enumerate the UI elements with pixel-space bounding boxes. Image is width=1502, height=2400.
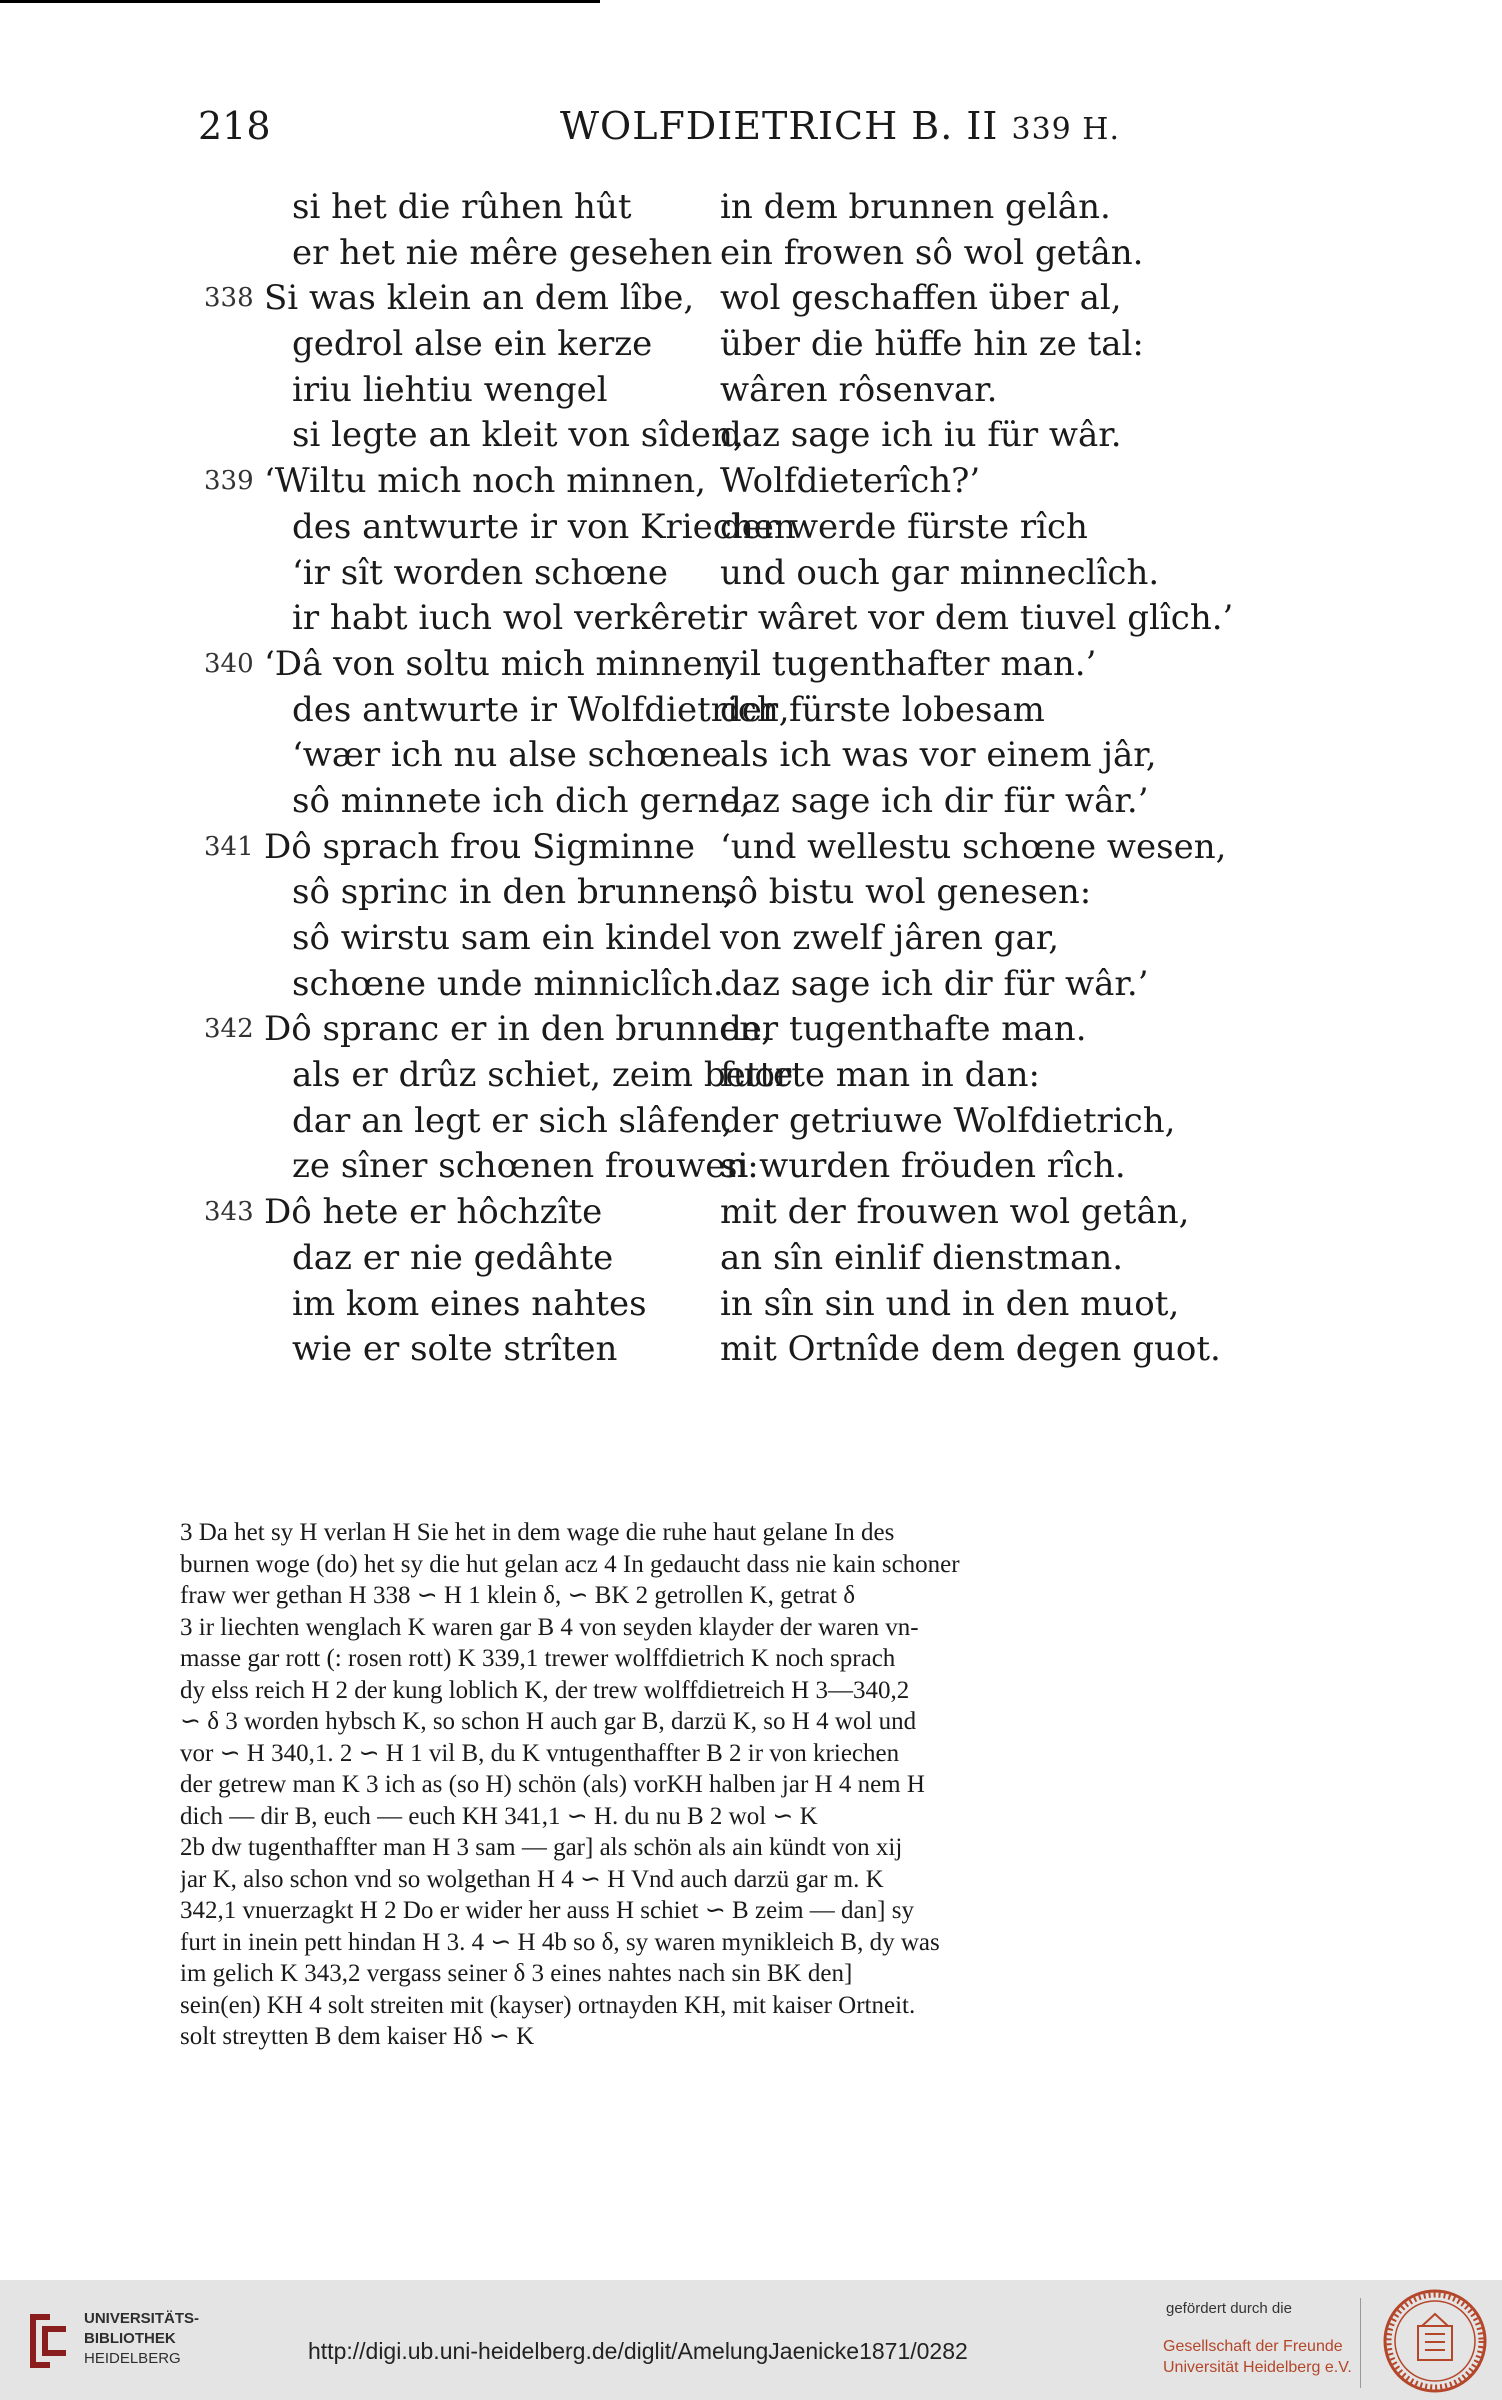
verse-first-half: schœne unde minniclîch. [292, 963, 724, 1004]
verse-first-half: sô wirstu sam ein kindel [292, 918, 712, 958]
verse-second-half: an sîn einlif dienstman. [720, 1237, 1124, 1278]
sponsor-name [1163, 2336, 1352, 2378]
apparatus-line: 3 Da het sy H verlan H Sie het in dem wage die ruhe haut gelane In des [180, 1519, 895, 1546]
stanza-reference: 339 H. [1011, 112, 1120, 147]
stanza-number: 340 [204, 648, 254, 679]
page-number: 218 [198, 104, 271, 148]
verse-line [0, 1144, 1502, 1190]
apparatus-line: dich — dir B, euch — euch KH 341,1 ∽ H. du nu B 2 wol ∽ K [180, 1802, 818, 1830]
apparatus-line: sein(en) KH 4 solt streiten mit (kayser) ortnayden KH, mit kaiser Ortneit. [180, 1991, 916, 2019]
verse-first-half: ‘Wiltu mich noch minnen, [264, 461, 706, 502]
sponsor-line: Gesellschaft der Freunde [1163, 2338, 1343, 2355]
verse-second-half: Wolfdieterîch?’ [720, 461, 981, 502]
verse-second-half: der werde fürste rîch [720, 506, 1088, 547]
verse-first-half: si legte an kleit von sîden, [292, 415, 744, 456]
verse-line [0, 1007, 1502, 1053]
verse-second-half: wol geschaffen über al, [720, 278, 1122, 319]
verse-first-half: iriu liehtiu wengel [292, 369, 608, 410]
verse-line [0, 1099, 1502, 1145]
library-line: BIBLIOTHEK [84, 2330, 176, 2347]
top-rule [0, 0, 600, 3]
verse-second-half: von zwelf jâren gar, [720, 918, 1060, 958]
verse-line [0, 368, 1502, 414]
verse-line [0, 596, 1502, 642]
verse-second-half: daz sage ich iu für wâr. [720, 415, 1122, 456]
verse-first-half: des antwurte ir Wolfdietrich, [292, 689, 790, 730]
verse-second-half: der tugenthafte man. [720, 1009, 1087, 1050]
verse-line [0, 1282, 1502, 1328]
footer-bar [0, 2280, 1502, 2400]
apparatus-line: burnen woge (do) het sy die hut gelan acz 4 In gedaucht dass nie kain schoner [180, 1550, 960, 1578]
footer-divider [1360, 2298, 1361, 2388]
verse-first-half: des antwurte ir von Kriechen [292, 506, 796, 547]
verse-second-half: in dem brunnen gelân. [720, 187, 1111, 227]
critical-apparatus [180, 1517, 1320, 2053]
verse-line [0, 276, 1502, 322]
apparatus-line: vor ∽ H 340,1. 2 ∽ H 1 vil B, du K vntugenthaffter B 2 ir von kriechen [180, 1739, 900, 1767]
verse-first-half: dar an legt er sich slâfen, [292, 1100, 733, 1141]
verse-first-half: Dô sprach frou Sigminne [264, 826, 695, 867]
verse-line [0, 642, 1502, 688]
library-line: UNIVERSITÄTS- [84, 2310, 200, 2327]
verse-second-half: als ich was vor einem jâr, [720, 735, 1157, 776]
verse-line [0, 459, 1502, 505]
verse-first-half: Dô spranc er in den brunnen, [264, 1009, 772, 1050]
verse-line [0, 1236, 1502, 1282]
apparatus-line: fraw wer gethan H 338 ∽ H 1 klein δ, ∽ BK 2 getrollen K, getrat δ [180, 1582, 856, 1609]
apparatus-line: masse gar rott (: rosen rott) K 339,1 trewer wolffdietrich K noch sprach [180, 1645, 896, 1672]
verse-first-half: ‘Dâ von soltu mich minnen, [264, 643, 736, 684]
verse-first-half: Si was klein an dem lîbe, [264, 278, 695, 319]
verse-line [0, 962, 1502, 1008]
verse-first-half: gedrol alse ein kerze [292, 324, 653, 365]
verse-second-half: daz sage ich dir für wâr.’ [720, 963, 1149, 1004]
sponsor-label: gefördert durch die [1166, 2300, 1292, 2317]
ub-heidelberg-logo-icon [26, 2310, 70, 2372]
verse-line [0, 551, 1502, 597]
page-header [0, 104, 1502, 148]
verse-second-half: daz sage ich dir für wâr.’ [720, 780, 1149, 821]
verse-first-half: ‘wær ich nu alse schœne [292, 735, 722, 776]
verse-first-half: ze sîner schœnen frouwen: [292, 1146, 759, 1187]
verse-first-half: Dô hete er hôchzîte [264, 1192, 603, 1233]
verse-line [0, 1190, 1502, 1236]
verse-second-half: vil tugenthafter man.’ [720, 643, 1097, 684]
verse-second-half: über die hüffe hin ze tal: [720, 324, 1144, 365]
verse-first-half: ir habt iuch wol verkêret: [292, 598, 732, 639]
verse-line [0, 779, 1502, 825]
apparatus-line: der getrew man K 3 ich as (so H) schön (als) vorKH halben jar H 4 nem H [180, 1771, 925, 1798]
verse-first-half: sô minnete ich dich gerne, [292, 780, 751, 821]
verse-line [0, 231, 1502, 277]
verse-line [0, 825, 1502, 871]
verse-first-half: als er drûz schiet, zeim bette [292, 1055, 794, 1096]
verse-line [0, 688, 1502, 734]
apparatus-line: 3 ir liechten wenglach K waren gar B 4 von seyden klayder der waren vn- [180, 1613, 919, 1641]
verse-line [0, 505, 1502, 551]
verse-second-half: ir wâret vor dem tiuvel glîch.’ [720, 598, 1234, 639]
verse-second-half: mit Ortnîde dem degen guot. [720, 1329, 1221, 1370]
apparatus-line: im gelich K 343,2 vergass seiner δ 3 eines nahtes nach sin BK den] [180, 1960, 853, 1987]
verse-line [0, 413, 1502, 459]
stanza-number: 339 [204, 466, 254, 497]
verse-line [0, 185, 1502, 231]
permalink[interactable]: http://digi.ub.uni-heidelberg.de/diglit/AmelungJaenicke1871/0282 [308, 2338, 968, 2364]
apparatus-line: ∽ δ 3 worden hybsch K, so schon H auch gar B, darzü K, so H 4 wol und [180, 1708, 917, 1735]
verse-first-half: er het nie mêre gesehen [292, 232, 713, 273]
apparatus-line: furt in inein pett hindan H 3. 4 ∽ H 4b so δ, sy waren mynikleich B, dy was [180, 1928, 940, 1956]
verse-text [0, 185, 1502, 1373]
verse-first-half: im kom eines nahtes [292, 1283, 647, 1324]
apparatus-line: solt streytten B dem kaiser Hδ ∽ K [180, 2023, 535, 2050]
verse-line [0, 733, 1502, 779]
verse-second-half: der getriuwe Wolfdietrich, [720, 1100, 1176, 1141]
verse-second-half: der fürste lobesam [720, 689, 1045, 730]
verse-line [0, 1053, 1502, 1099]
verse-second-half: ein frowen sô wol getân. [720, 232, 1144, 273]
verse-first-half: ‘ir sît worden schœne [292, 552, 668, 593]
stanza-number: 341 [204, 831, 254, 862]
running-head [560, 104, 1120, 148]
sponsor-line: Universität Heidelberg e.V. [1163, 2359, 1352, 2376]
apparatus-line: jar K, also schon vnd so wolgethan H 4 ∽ H Vnd auch darzü gar m. K [180, 1865, 884, 1893]
verse-first-half: daz er nie gedâhte [292, 1237, 614, 1278]
verse-first-half: wie er solte strîten [292, 1329, 618, 1370]
verse-second-half: wâren rôsenvar. [720, 369, 998, 410]
verse-second-half: si wurden fröuden rîch. [720, 1146, 1126, 1187]
stanza-number: 338 [204, 283, 254, 314]
verse-line [0, 1327, 1502, 1373]
apparatus-line: 2b dw tugenthaffter man H 3 sam — gar] als schön als ain kündt von xij [180, 1834, 903, 1861]
apparatus-line: dy elss reich H 2 der kung loblich K, der trew wolffdietreich H 3—340,2 [180, 1676, 910, 1704]
verse-line [0, 916, 1502, 962]
verse-line [0, 322, 1502, 368]
verse-second-half: in sîn sin und in den muot, [720, 1283, 1180, 1324]
verse-second-half: ‘und wellestu schœne wesen, [720, 826, 1227, 867]
stanza-number: 343 [204, 1197, 254, 1228]
stanza-number: 342 [204, 1014, 254, 1045]
library-name [84, 2309, 199, 2369]
running-title: WOLFDIETRICH B. II [560, 104, 999, 148]
verse-second-half: fuorte man in dan: [720, 1055, 1040, 1096]
verse-first-half: si het die rûhen hût [292, 187, 632, 227]
university-seal-icon [1380, 2286, 1490, 2396]
library-line: HEIDELBERG [84, 2350, 181, 2367]
verse-second-half: und ouch gar minneclîch. [720, 552, 1160, 593]
verse-second-half: sô bistu wol genesen: [720, 872, 1092, 913]
verse-second-half: mit der frouwen wol getân, [720, 1192, 1190, 1233]
apparatus-line: 342,1 vnuerzagkt H 2 Do er wider her auss H schiet ∽ B zeim — dan] sy [180, 1897, 914, 1924]
verse-first-half: sô sprinc in den brunnen, [292, 872, 734, 913]
verse-line [0, 870, 1502, 916]
